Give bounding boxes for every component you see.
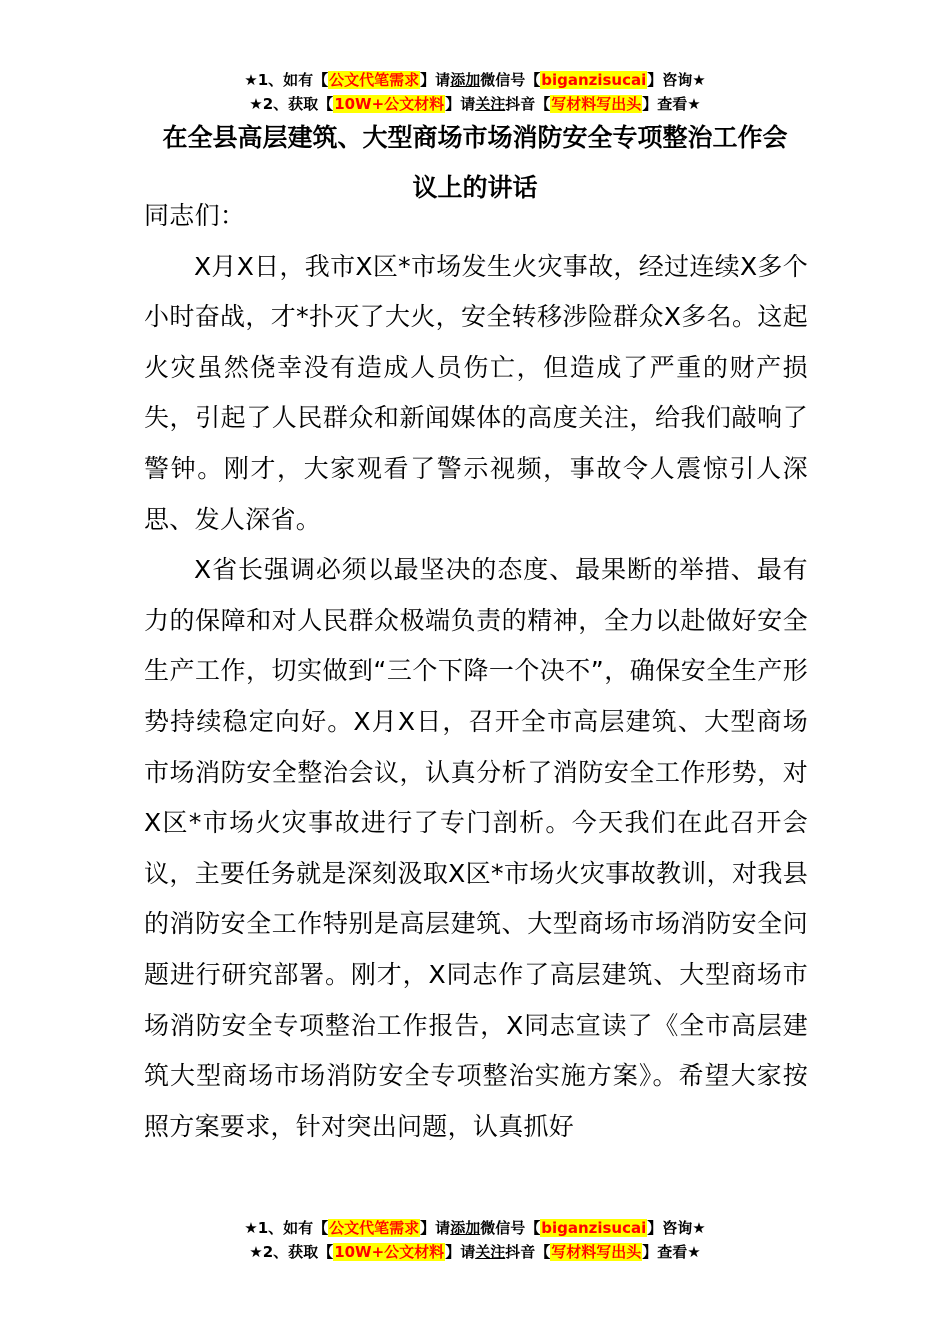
banner-underlined-text: 关注 xyxy=(475,95,506,113)
banner-text: 抖音【 xyxy=(505,1243,551,1261)
highlight-douyin-account: 写材料写出头 xyxy=(551,95,642,113)
banner-line-1 xyxy=(0,68,950,92)
banner-text: 】请 xyxy=(445,95,476,113)
highlight-wechat-id: biganzisucai xyxy=(541,1219,647,1237)
banner-text: 】咨询★ xyxy=(647,1219,706,1237)
document-body xyxy=(144,191,808,1152)
banner-text: ★2、获取【 xyxy=(249,95,334,113)
banner-text: 微信号【 xyxy=(480,1219,541,1237)
banner-line-1 xyxy=(0,1216,950,1240)
banner-underlined-text: 添加 xyxy=(450,1219,481,1237)
banner-text: 】请 xyxy=(420,71,451,89)
title-line-1: 在全县高层建筑、大型商场市场消防安全专项整治工作会 xyxy=(162,123,788,152)
highlight-service: 公文代笔需求 xyxy=(329,1219,420,1237)
banner-underlined-text: 添加 xyxy=(450,71,481,89)
banner-text: 微信号【 xyxy=(480,71,541,89)
banner-text: ★2、获取【 xyxy=(249,1243,334,1261)
highlight-materials: 10W+公文材料 xyxy=(334,1243,445,1261)
header-banner xyxy=(0,68,950,116)
title-line-2: 议上的讲话 xyxy=(412,173,538,202)
banner-text: 】查看★ xyxy=(642,95,701,113)
footer-banner xyxy=(0,1216,950,1264)
banner-text: 】请 xyxy=(445,1243,476,1261)
paragraph-2: X省长强调必须以最坚决的态度、最果断的举措、最有力的保障和对人民群众极端负责的精神，全力以赴做好安全生产工作，切实做到“三个下降一个决不”，确保安全生产形势持续稳定向好。X月X日，召开全市高层建筑、大型商场市场消防安全整治会议，认真分析了消防安全工作形势，对X区*市场火灾事故进行了专门剖析。今天我们在此召开会议，主要任务就是深刻汲取X区*市场火灾事故教训，对我县的消防安全工作特别是高层建筑、大型商场市场消防安全问题进行研究部署。刚才，X同志作了高层建筑、大型商场市场消防安全专项整治工作报告，X同志宣读了《全市高层建筑大型商场市场消防安全专项整治实施方案》。希望大家按照方案要求，针对突出问题，认真抓好 xyxy=(144,555,808,1141)
highlight-wechat-id: biganzisucai xyxy=(541,71,647,89)
banner-line-2 xyxy=(0,1240,950,1264)
highlight-materials: 10W+公文材料 xyxy=(334,95,445,113)
highlight-service: 公文代笔需求 xyxy=(329,71,420,89)
paragraph-1: X月X日，我市X区*市场发生火灾事故，经过连续X多个小时奋战，才*扑灭了大火，安全转移涉险群众X多名。这起火灾虽然侥幸没有造成人员伤亡，但造成了严重的财产损失，引起了人民群众和新闻媒体的高度关注，给我们敲响了警钟。刚才，大家观看了警示视频，事故令人震惊引人深思、发人深省。 xyxy=(144,251,808,534)
banner-text: 】咨询★ xyxy=(647,71,706,89)
banner-text: ★1、如有【 xyxy=(244,1219,329,1237)
banner-text: 】请 xyxy=(420,1219,451,1237)
banner-underlined-text: 关注 xyxy=(475,1243,506,1261)
highlight-douyin-account: 写材料写出头 xyxy=(551,1243,642,1261)
banner-text: ★1、如有【 xyxy=(244,71,329,89)
salutation: 同志们： xyxy=(144,201,246,230)
banner-text: 抖音【 xyxy=(505,95,551,113)
banner-text: 】查看★ xyxy=(642,1243,701,1261)
